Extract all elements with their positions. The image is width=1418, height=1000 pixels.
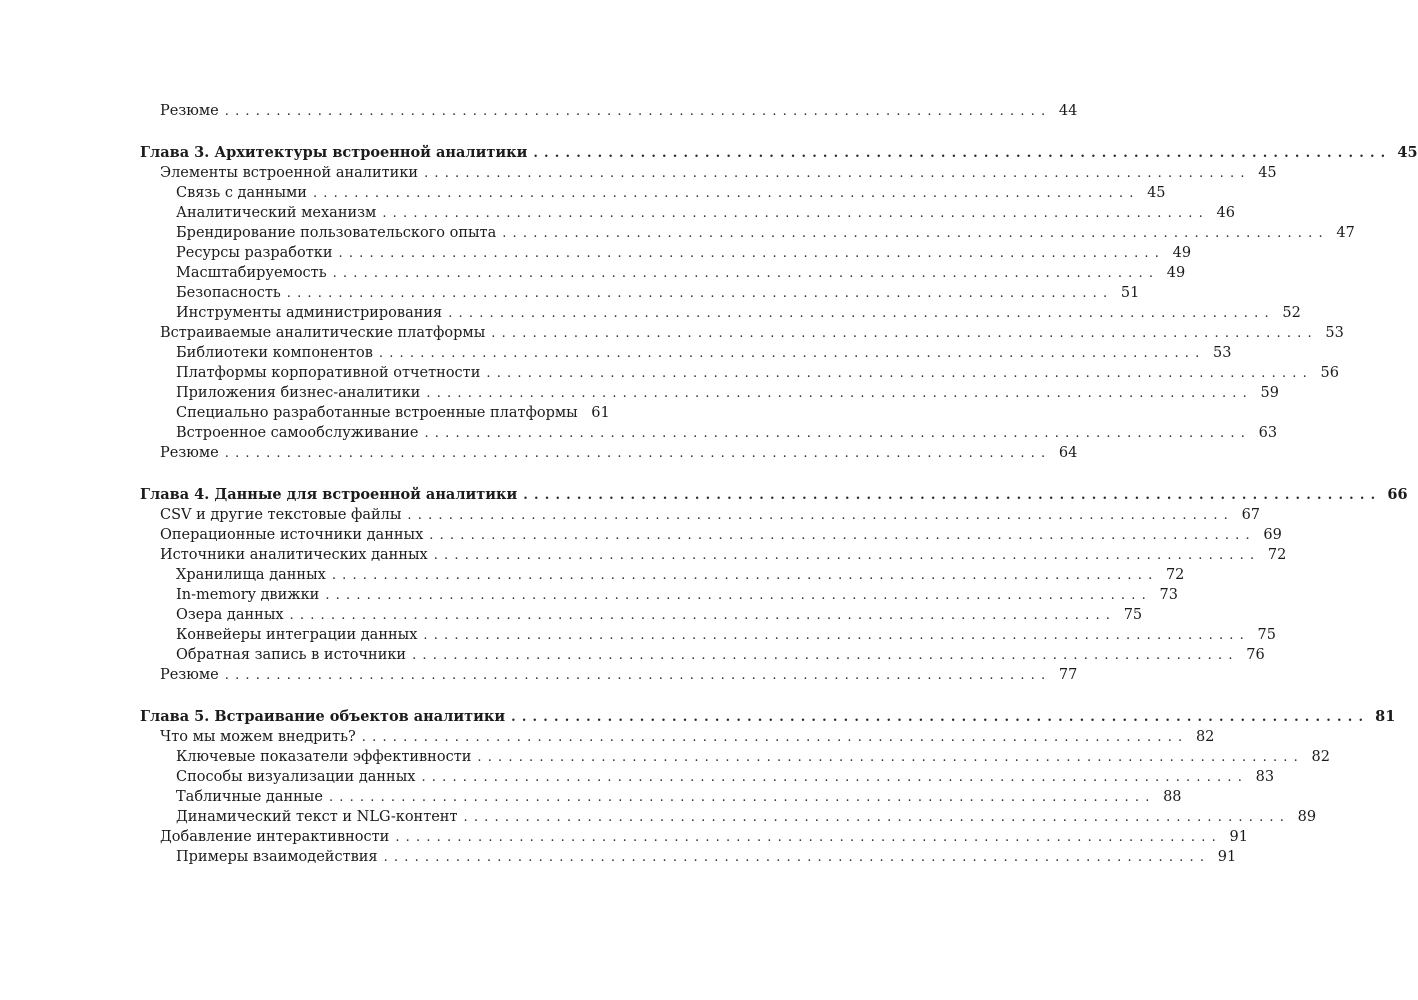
toc-entry-title: Глава 4. Данные для встроенной аналитики [140,486,518,503]
toc-entry-page: 82 [1195,729,1215,745]
toc-entry-title: Платформы корпоративной отчетности [176,365,481,381]
toc-entry-title: In-memory движки [176,587,320,603]
leader-dots: ................................................................................ [426,386,1253,401]
toc-entry-page: 69 [1263,527,1282,543]
leader-dots: ................................................................................ [491,326,1318,341]
toc-entry-title: Резюме [160,445,219,461]
toc-entry-page: 76 [1246,647,1265,663]
toc-entry-title: Операционные источники данных [160,527,424,543]
toc-entry-title: Брендирование пользовательского опыта [176,225,497,241]
toc-entry-page: 47 [1336,225,1355,241]
toc-entry-page: 64 [1058,445,1078,461]
toc-entry-title: Источники аналитических данных [160,547,428,563]
leader-dots: ................................................................................ [523,488,1382,503]
toc-entry-title: Связь с данными [176,185,307,201]
leader-dots: ................................................................................ [421,770,1249,785]
leader-dots: ................................................................................ [433,548,1261,563]
toc-entry-title: Хранилища данных [176,567,326,583]
toc-entry-title: Встраиваемые аналитические платформы [160,325,486,341]
toc-entry-page: 66 [1387,486,1408,503]
toc-entry-page: 49 [1166,265,1186,281]
toc-entry-page: 45 [1147,185,1166,201]
toc-entry-title: Безопасность [176,285,281,301]
toc-entry-title: Табличные данные [176,789,323,805]
leader-dots: ................................................................................ [424,166,1251,181]
toc-entry-page: 53 [1325,325,1344,341]
leader-dots: ................................................................................ [412,648,1239,663]
leader-dots: ................................................................................ [533,146,1392,161]
toc-entry-title: Аналитический механизм [176,205,377,221]
toc-entry-page: 53 [1213,345,1232,361]
toc-entry-page: 72 [1165,567,1185,583]
toc-entry-page: 81 [1375,708,1396,725]
leader-dots: ................................................................................ [224,104,1052,119]
leader-dots: ................................................................................ [224,668,1052,683]
leader-dots: ................................................................................ [325,588,1152,603]
toc-entry-title: Примеры взаимодействия [176,849,378,865]
toc-entry-title: Ключевые показатели эффективности [176,749,472,765]
toc-entry-page: 63 [1258,425,1278,441]
toc-entry-page: 46 [1216,205,1235,221]
toc-entry-title: Конвейеры интеграции данных [176,627,418,643]
leader-dots: ................................................................................ [378,346,1206,361]
toc-entry-page: 75 [1257,627,1276,643]
toc-entry-page: 91 [1229,829,1248,845]
leader-dots: ................................................................................ [448,306,1275,321]
toc-entry-title: Резюме [160,667,219,683]
toc-entry-title: Озера данных [176,607,284,623]
leader-dots: ................................................................................ [429,528,1256,543]
toc-entry-page: 51 [1120,285,1140,301]
toc-entry-title: Способы визуализации данных [176,769,416,785]
toc-entry-page: 56 [1320,365,1339,381]
toc-entry-page: 88 [1163,789,1182,805]
toc-entry-page: 59 [1260,385,1279,401]
toc-entry-title: Глава 5. Встраивание объектов аналитики [140,708,506,725]
toc-entry-title: Динамический текст и NLG-контент [176,809,458,825]
leader-dots: ................................................................................ [382,206,1209,221]
leader-dots: ................................................................................ [224,446,1052,461]
toc-entry-title: Встроенное самообслуживание [176,425,419,441]
toc-entry-page: 67 [1241,507,1261,523]
leader-dots: ................................................................................ [331,568,1159,583]
toc-entry-page: 45 [1397,144,1418,161]
leader-dots: ................................................................................ [289,608,1117,623]
leader-dots: ................................................................................ [328,790,1156,805]
toc-entry-title: Резюме [160,103,219,119]
toc-entry-page: 61 [591,405,610,421]
toc-entry-title: CSV и другие текстовые файлы [160,507,402,523]
leader-dots: ................................................................................ [361,730,1189,745]
toc-entry-page: 52 [1282,305,1301,321]
leader-dots: ................................................................................ [463,810,1291,825]
toc-entry-page: 72 [1267,547,1287,563]
toc-entry-title: Масштабируемость [176,265,327,281]
leader-dots: ................................................................................ [423,628,1250,643]
leader-dots: ................................................................................ [286,286,1114,301]
toc-entry-title: Глава 3. Архитектуры встроенной аналитики [140,144,528,161]
toc-entry-title: Приложения бизнес-аналитики [176,385,421,401]
toc-entry-title: Обратная запись в источники [176,647,407,663]
toc-entry-page: 82 [1311,749,1330,765]
toc-entry-page: 44 [1058,103,1078,119]
toc-entry-title: Добавление интерактивности [160,829,390,845]
leader-dots: ................................................................................ [407,508,1235,523]
toc-entry-page: 89 [1297,809,1317,825]
leader-dots: ................................................................................ [312,186,1140,201]
toc-entry-page: 49 [1172,245,1192,261]
toc-entry-page: 91 [1217,849,1237,865]
toc-entry-title: Что мы можем внедрить? [160,729,356,745]
toc-entry-title: Ресурсы разработки [176,245,333,261]
leader-dots: ................................................................................ [395,830,1222,845]
leader-dots: ................................................................................ [338,246,1166,261]
toc-entry-page: 77 [1058,667,1078,683]
leader-dots: ................................................................................ [383,850,1211,865]
leader-dots: ................................................................................ [332,266,1160,281]
toc-entry-title: Специально разработанные встроенные платформы [176,405,578,421]
toc-entry-title: Элементы встроенной аналитики [160,165,419,181]
toc-entry-page: 75 [1123,607,1143,623]
leader-dots: ................................................................................ [511,710,1370,725]
toc-entry-title: Инструменты администрирования [176,305,443,321]
leader-dots: ................................................................................ [486,366,1313,381]
leader-dots: ................................................................................ [502,226,1329,241]
toc-entry-page: 83 [1255,769,1275,785]
toc-entry-page: 45 [1258,165,1277,181]
toc-entry-page: 73 [1159,587,1178,603]
leader-dots: ................................................................................ [424,426,1252,441]
leader-dots: ................................................................................ [477,750,1304,765]
toc-entry-title: Библиотеки компонентов [176,345,373,361]
